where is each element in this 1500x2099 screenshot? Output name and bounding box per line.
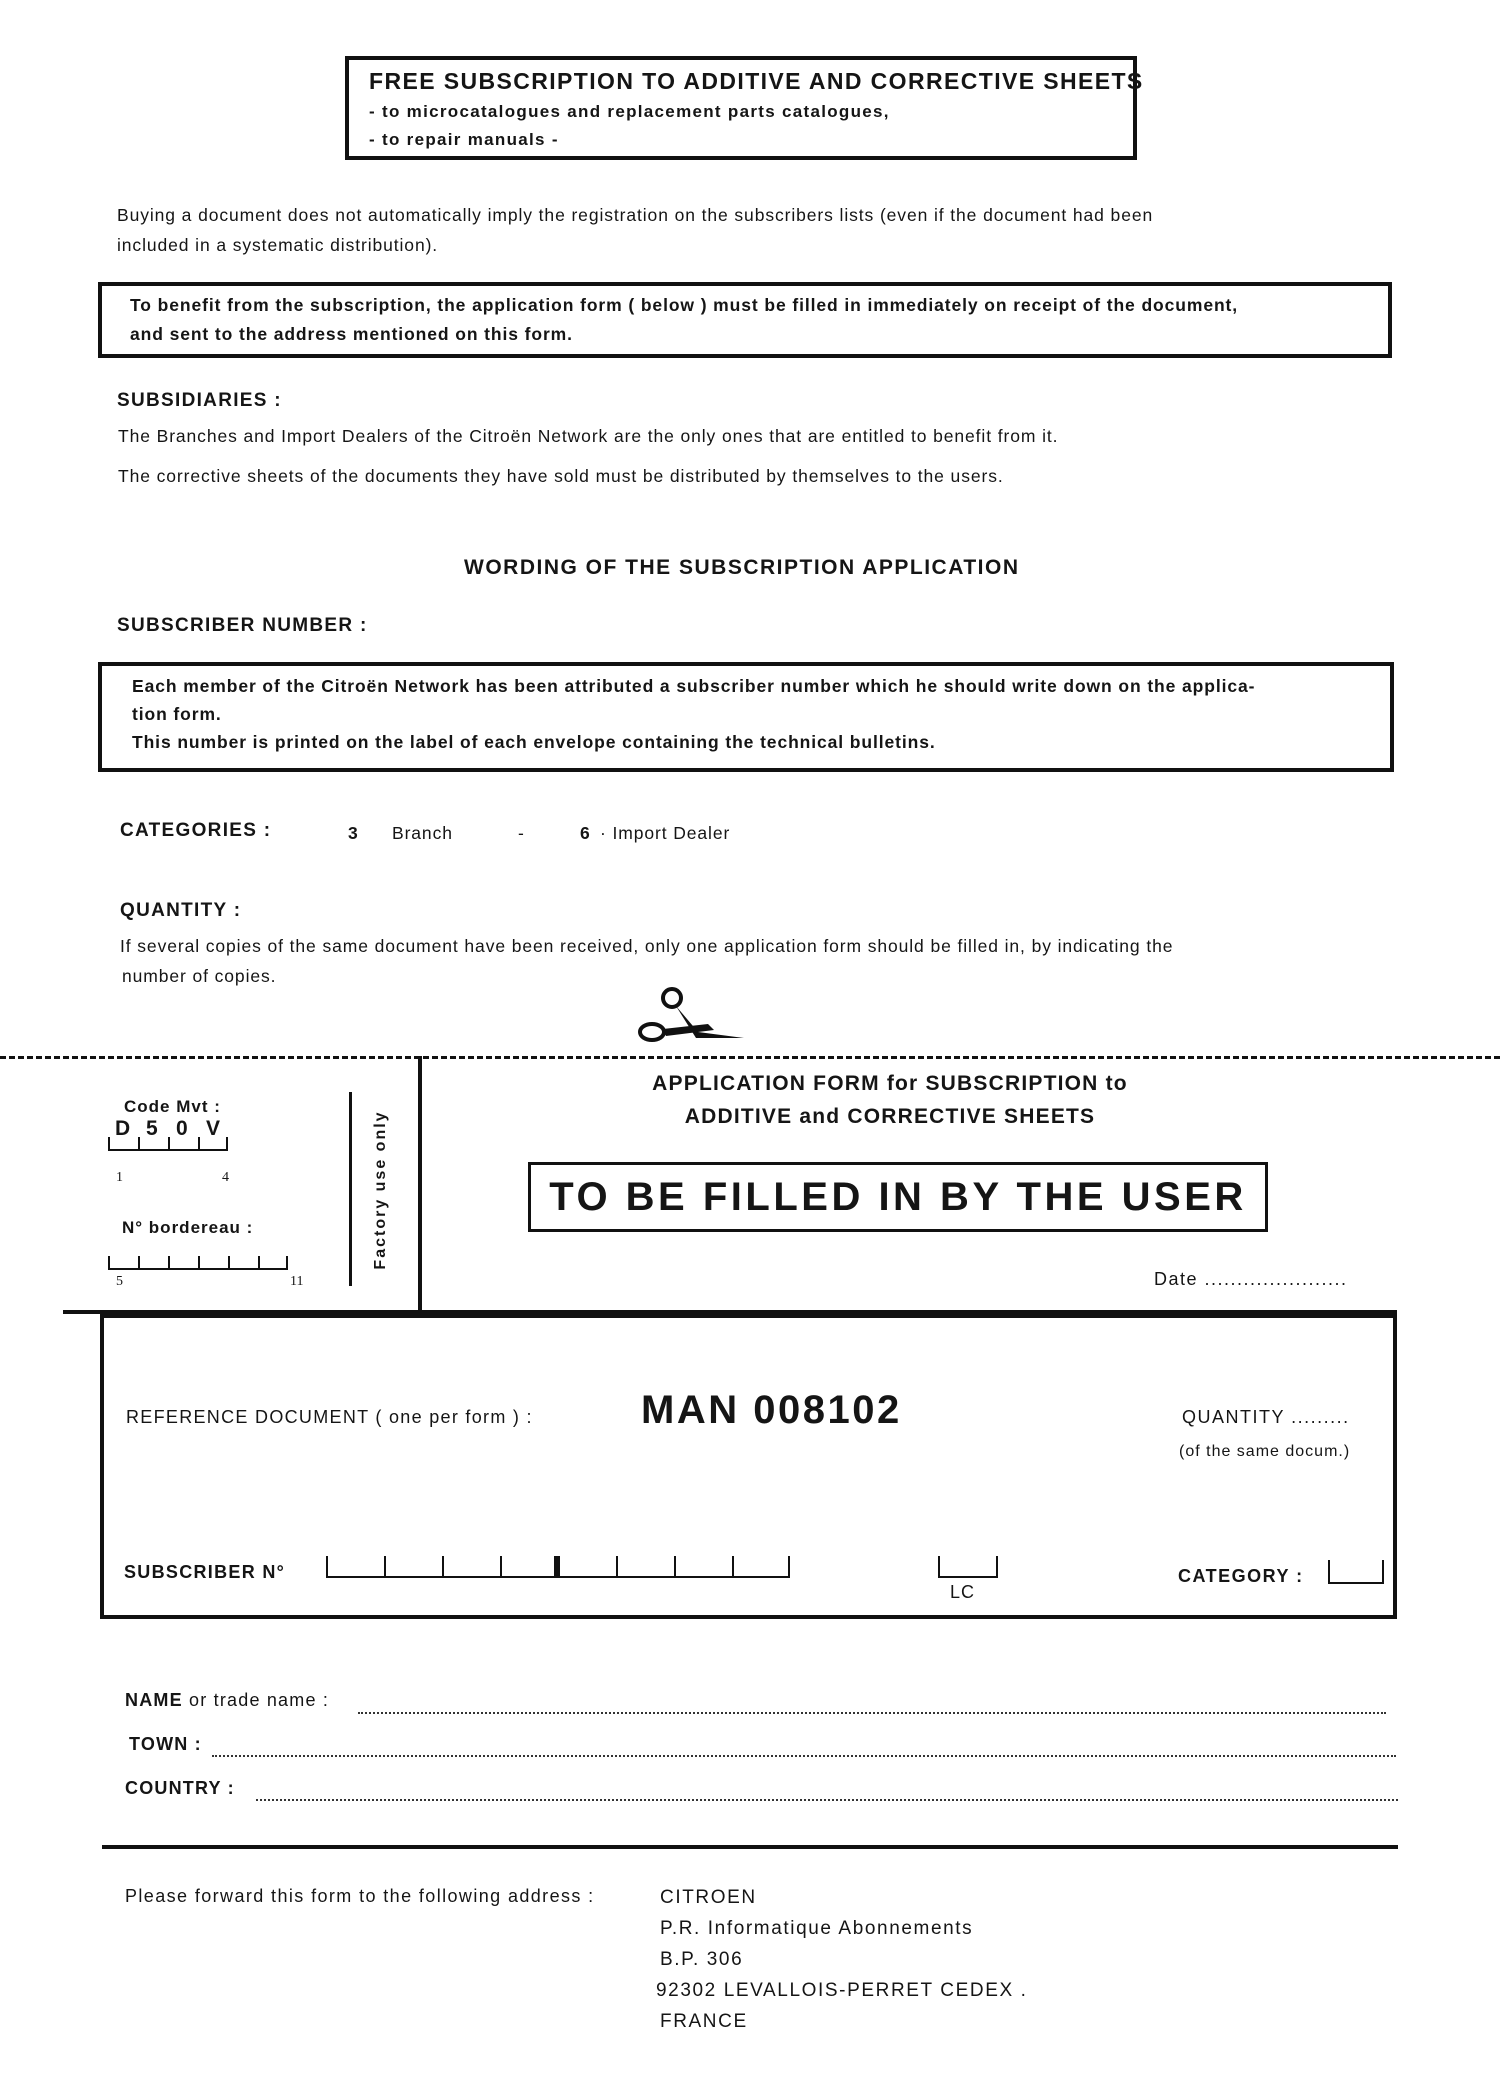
subscriber-slot — [616, 1556, 674, 1578]
town-input[interactable] — [212, 1755, 1396, 1757]
country-label: COUNTRY : — [125, 1778, 235, 1798]
subscriber-number-line-1: Each member of the Citroën Network has been attributed a subscriber number which he should write down on the applica- — [132, 676, 1256, 696]
bordereau-slot — [108, 1256, 138, 1270]
scissors-icon — [632, 986, 748, 1054]
category-label: CATEGORY : — [1178, 1566, 1304, 1586]
address-line-5: FRANCE — [660, 2011, 748, 2032]
code-slot-1: D — [108, 1137, 138, 1151]
reference-document-label: REFERENCE DOCUMENT ( one per form ) : — [126, 1407, 533, 1427]
factory-use-label: Factory use only — [372, 1110, 389, 1270]
header-line-2: - to repair manuals - — [369, 130, 559, 149]
country-input[interactable] — [256, 1799, 1398, 1801]
date-field[interactable]: Date ...................... — [1154, 1269, 1348, 1289]
category-input[interactable] — [1328, 1560, 1384, 1584]
town-label: TOWN : — [129, 1734, 202, 1754]
subscriber-number-heading: SUBSCRIBER NUMBER : — [117, 615, 368, 636]
categories-heading: CATEGORIES : — [120, 820, 272, 841]
wording-heading: WORDING OF THE SUBSCRIPTION APPLICATION — [464, 556, 1020, 579]
subscriber-number-label: SUBSCRIBER N° — [124, 1562, 286, 1582]
intro-line-1: Buying a document does not automatically imply the registration on the subscribers lists (even if the document had been — [117, 205, 1154, 225]
reference-document-value: MAN 008102 — [641, 1388, 902, 1432]
bordereau-slot — [168, 1256, 198, 1270]
quantity-field[interactable]: QUANTITY ......... — [1182, 1407, 1350, 1427]
code-slot-4: V — [198, 1137, 228, 1151]
lc-label: LC — [950, 1582, 976, 1602]
code-end-index: 4 — [222, 1170, 229, 1185]
user-banner: TO BE FILLED IN BY THE USER — [549, 1174, 1247, 1219]
bordereau-end-index: 11 — [290, 1274, 304, 1289]
lc-slot — [938, 1556, 998, 1578]
bordereau-label: N° bordereau : — [122, 1218, 254, 1237]
subsidiaries-line-2: The corrective sheets of the documents they have sold must be distributed by themselves to the users. — [118, 466, 1004, 486]
name-label-bold: NAME — [125, 1690, 183, 1710]
address-line-4: 92302 LEVALLOIS-PERRET CEDEX . — [656, 1980, 1028, 2001]
bordereau-start-index: 5 — [116, 1274, 123, 1289]
subscriber-number-box — [98, 662, 1394, 772]
benefit-box — [98, 282, 1392, 358]
code-slot-2: 5 — [138, 1137, 168, 1151]
code-start-index: 1 — [116, 1170, 123, 1185]
bordereau-slot — [228, 1256, 258, 1270]
factory-panel-divider — [418, 1056, 422, 1312]
quantity-note: (of the same docum.) — [1179, 1443, 1351, 1460]
address-block — [656, 1882, 1028, 2037]
benefit-line-1: To benefit from the subscription, the application form ( below ) must be filled in immediately on receipt of the document, — [130, 295, 1239, 315]
quantity-line-2: number of copies. — [122, 966, 277, 986]
benefit-line-2: and sent to the address mentioned on this form. — [130, 324, 573, 344]
name-label-rest: or trade name : — [189, 1690, 330, 1710]
lc-input[interactable] — [938, 1556, 998, 1578]
subsidiaries-heading: SUBSIDIARIES : — [117, 390, 282, 411]
quantity-line-1: If several copies of the same document have been received, only one application form should be filled in, by indicating the — [120, 936, 1174, 956]
subsidiaries-line-1: The Branches and Import Dealers of the Citroën Network are the only ones that are entitled to benefit from it. — [118, 426, 1059, 446]
form-title-line-1: APPLICATION FORM for SUBSCRIPTION to — [652, 1072, 1128, 1095]
quantity-heading: QUANTITY : — [120, 900, 242, 921]
code-slot-3: 0 — [168, 1137, 198, 1151]
category-3-label: Branch — [392, 823, 453, 843]
user-banner-box — [528, 1162, 1268, 1232]
subscriber-slot — [558, 1556, 616, 1578]
category-6-label: · Import Dealer — [600, 823, 731, 843]
header-box — [345, 56, 1144, 160]
subscriber-number-input[interactable] — [326, 1556, 790, 1578]
bordereau-slot — [258, 1256, 288, 1270]
header-title: FREE SUBSCRIPTION TO ADDITIVE AND CORRECTIVE SHEETS — [369, 68, 1144, 94]
category-slot — [1328, 1560, 1384, 1584]
subscriber-slot — [500, 1556, 558, 1578]
bordereau-slot — [138, 1256, 168, 1270]
address-intro: Please forward this form to the following address : — [125, 1886, 595, 1906]
subscriber-slot — [732, 1556, 790, 1578]
address-line-2: P.R. Informatique Abonnements — [660, 1918, 974, 1939]
header-line-1: - to microcatalogues and replacement parts catalogues, — [369, 102, 890, 121]
subscriber-slot — [442, 1556, 500, 1578]
cut-line — [0, 1056, 1500, 1059]
address-line-1: CITROEN — [660, 1887, 757, 1908]
address-divider — [102, 1845, 1398, 1849]
factory-use-rule — [349, 1092, 352, 1286]
subscriber-slot — [674, 1556, 732, 1578]
form-title-line-2: ADDITIVE and CORRECTIVE SHEETS — [684, 1105, 1096, 1128]
intro-paragraph — [117, 200, 1153, 260]
category-3-number: 3 — [348, 823, 359, 843]
subscriber-number-line-2: tion form. — [132, 704, 222, 724]
name-input[interactable] — [358, 1712, 1386, 1714]
subscriber-number-line-3: This number is printed on the label of each envelope containing the technical bulletins. — [132, 732, 936, 752]
bordereau-field — [108, 1256, 288, 1270]
subscriber-slot — [384, 1556, 442, 1578]
code-mvt-label: Code Mvt : — [124, 1097, 221, 1116]
address-line-3: B.P. 306 — [660, 1949, 744, 1970]
subscriber-slot — [326, 1556, 384, 1578]
name-label — [125, 1690, 329, 1711]
category-separator: - — [518, 823, 525, 843]
intro-line-2: included in a systematic distribution). — [117, 235, 439, 255]
bordereau-slot — [198, 1256, 228, 1270]
category-6-number: 6 — [580, 823, 591, 843]
code-mvt-field — [108, 1117, 228, 1151]
